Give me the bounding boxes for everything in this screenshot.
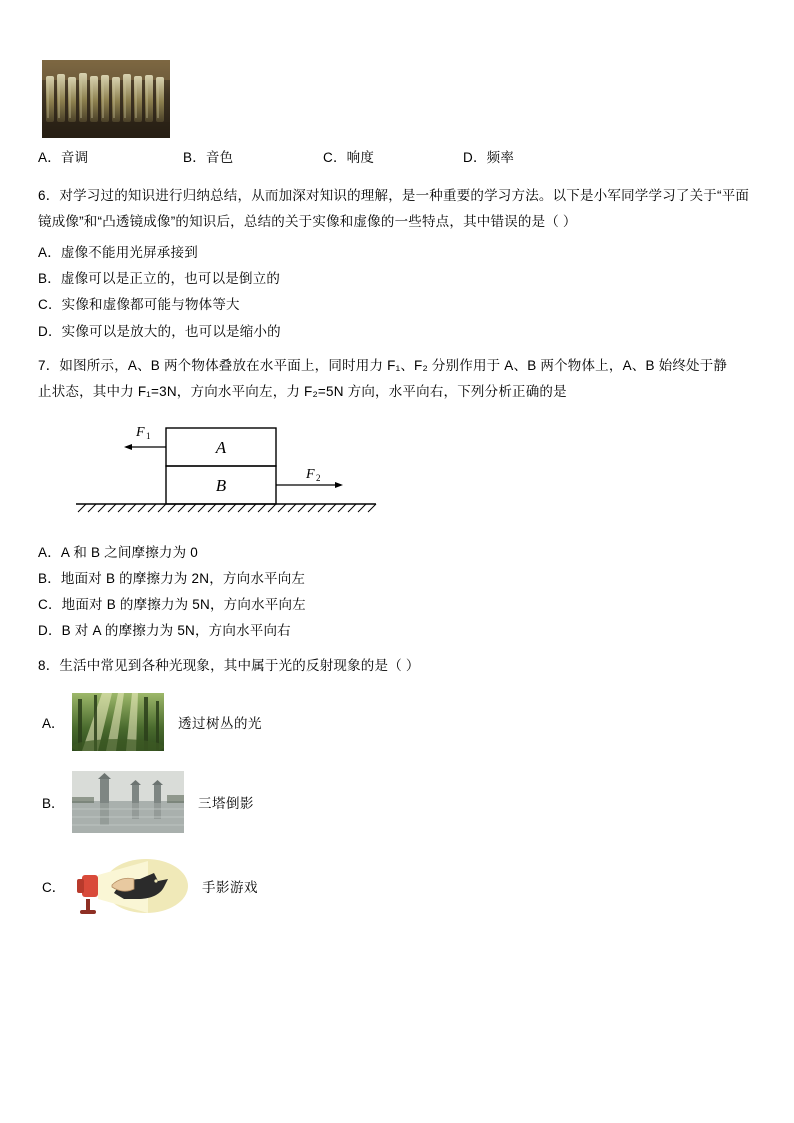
q8-choice-a-letter: A． bbox=[42, 716, 65, 732]
q8-choice-a-caption: 透过树丛的光 bbox=[178, 716, 262, 732]
q5-image bbox=[38, 60, 756, 138]
q5-option-b: B．音色 bbox=[183, 150, 234, 165]
q7-stem-line2: 止状态，其中力 F₁=3N，方向水平向左，力 F₂=5N 方向，水平向右，下列分析正确的是 bbox=[38, 384, 567, 400]
q8-choice-c bbox=[38, 855, 756, 917]
q8-choice-b bbox=[38, 771, 756, 833]
svg-text:A: A bbox=[215, 437, 227, 457]
svg-text:B: B bbox=[215, 475, 227, 495]
q5-option-c: C．响度 bbox=[323, 150, 375, 165]
bottles-photo-icon bbox=[42, 60, 170, 138]
q8-choice-c-letter: C． bbox=[42, 880, 66, 896]
q8-choice-c-caption: 手影游戏 bbox=[202, 880, 258, 896]
q7-option-c: C．地面对 B 的摩擦力为 5N，方向水平向左 bbox=[38, 597, 306, 613]
q7-stem-line1: 7．如图所示，A、B 两个物体叠放在水平面上，同时用力 F₁、F₂ 分别作用于 A、B 两个物体上，A、B 始终处于静 bbox=[38, 357, 728, 373]
q6-stem: 6．对学习过的知识进行归纳总结，从而加深对知识的理解，是一种重要的学习方法。以下是小军同学学习了关于“平面镜成像”和“凸透镜成像”的知识后，总结的关于实像和虚像的一些特点，其中错误的是（ ） bbox=[38, 188, 750, 230]
q7-option-b: B．地面对 B 的摩擦力为 2N，方向水平向左 bbox=[38, 570, 306, 586]
svg-text:F: F bbox=[136, 424, 145, 440]
q5-option-d: D．频率 bbox=[463, 150, 515, 165]
svg-text:1: 1 bbox=[146, 430, 151, 441]
q8-stem: 8．生活中常见到各种光现象，其中属于光的反射现象的是（ ） bbox=[38, 657, 420, 673]
q8-choice-b-letter: B． bbox=[42, 796, 65, 812]
q5-options-row bbox=[38, 144, 756, 171]
q6-option-d: D．实像可以是放大的，也可以是缩小的 bbox=[38, 323, 281, 339]
three-pagodas-reflection-icon bbox=[72, 771, 184, 833]
q6-option-b: B．虚像可以是正立的，也可以是倒立的 bbox=[38, 270, 281, 286]
q7-figure bbox=[66, 420, 396, 530]
sunbeams-through-trees-icon bbox=[72, 693, 164, 751]
q5-option-a: A．音调 bbox=[38, 150, 89, 165]
hand-shadow-game-icon bbox=[72, 855, 188, 917]
q6-option-c: C．实像和虚像都可能与物体等大 bbox=[38, 297, 240, 313]
q7-option-a: A．A 和 B 之间摩擦力为 0 bbox=[38, 544, 198, 560]
svg-text:2: 2 bbox=[316, 472, 321, 483]
svg-text:F: F bbox=[306, 466, 315, 482]
q8-choice-a bbox=[38, 693, 756, 751]
q6-option-a: A．虚像不能用光屏承接到 bbox=[38, 244, 198, 260]
q8-choice-b-caption: 三塔倒影 bbox=[198, 796, 254, 812]
blocks-on-ground-diagram-icon bbox=[66, 420, 396, 530]
q7-option-d: D．B 对 A 的摩擦力为 5N，方向水平向右 bbox=[38, 623, 291, 639]
